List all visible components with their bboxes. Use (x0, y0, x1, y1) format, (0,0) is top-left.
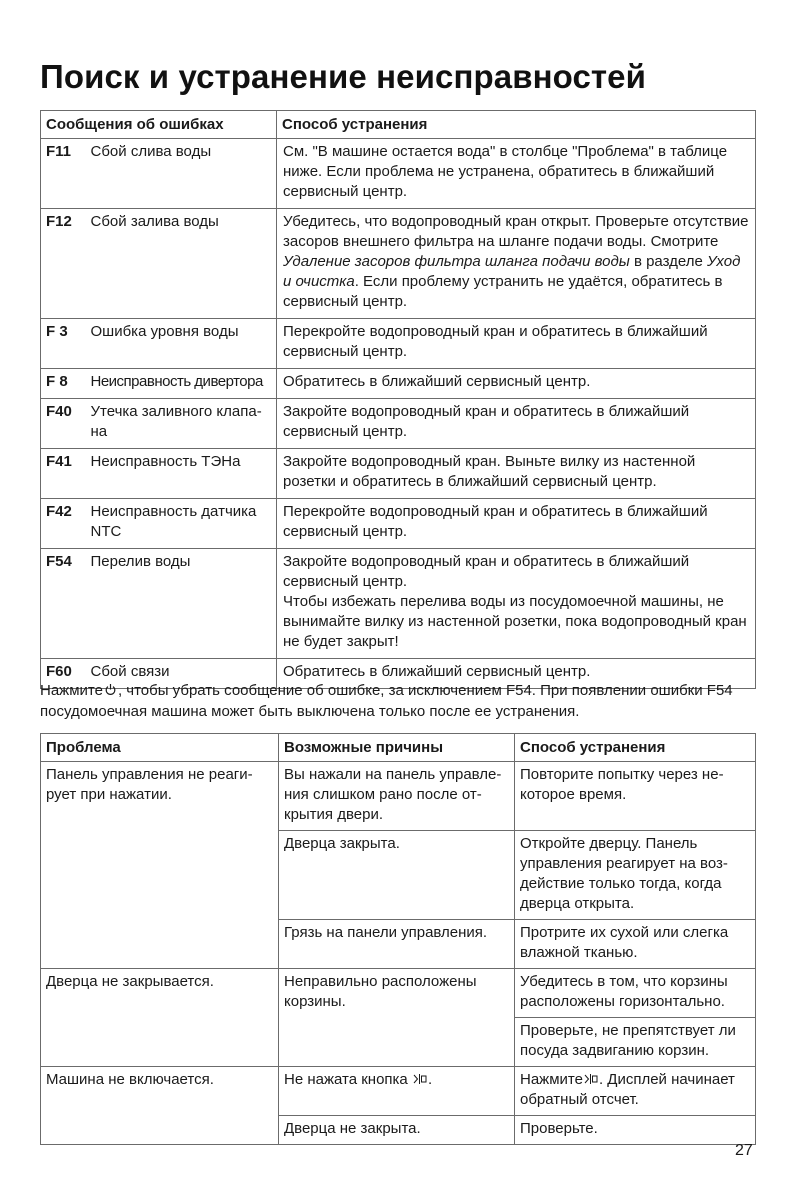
remedy-cell: Убедитесь в том, что корзины расположены горизонтально. (515, 969, 756, 1018)
error-message: Сбой связи (87, 659, 277, 689)
problem-cell (41, 1116, 279, 1145)
error-message: Перелив воды (87, 549, 277, 659)
error-code: F11 (41, 139, 87, 209)
remedy-reference: Удаление засоров фильтра шланга подачи воды (283, 253, 630, 270)
column-header-causes: Возможные причины (279, 734, 515, 762)
remedy-text: в разделе (629, 253, 708, 270)
error-remedy (277, 139, 756, 209)
error-remedy (277, 209, 756, 319)
error-code: F40 (41, 399, 87, 449)
table-header-row (41, 111, 756, 139)
error-remedy (277, 549, 756, 659)
remedy-cell: Проверьте. (515, 1116, 756, 1145)
remedy-cell (515, 1067, 756, 1116)
remedy-cell: Проверьте, не препятствует ли посуда задвиганию корзин. (515, 1018, 756, 1067)
problem-cell: Дверца не закрывается. (41, 969, 279, 1018)
remedy-text: Чтобы избежать перелива воды из посудомоечной машины, не вынимайте вилку из настенной розетки, пока водопроводный кран не будет закрыт! (283, 593, 747, 650)
cause-cell: Дверца не закрыта. (279, 1116, 515, 1145)
table-row (41, 209, 756, 319)
page-title: Поиск и устранение неисправностей (40, 58, 647, 95)
table-row (41, 369, 756, 399)
error-message: Неисправность дивертора (87, 369, 277, 399)
problem-cell (41, 920, 279, 969)
error-remedy (277, 369, 756, 399)
table-row (41, 762, 756, 831)
table-row (41, 139, 756, 209)
error-message: Ошибка уровня воды (87, 319, 277, 369)
table-row (41, 1116, 756, 1145)
cause-cell (279, 1067, 515, 1116)
remedy-text: Перекройте водопроводный кран и обратитесь в ближайший сервисный центр. (283, 503, 708, 540)
table-row (41, 399, 756, 449)
error-messages-table (40, 110, 756, 689)
problem-cell (41, 831, 279, 920)
table-row (41, 319, 756, 369)
error-message: Сбой слива воды (87, 139, 277, 209)
table-row (41, 831, 756, 920)
remedy-text: Закройте водопроводный кран и обратитесь в ближайший сервисный центр. (283, 403, 690, 440)
note-text-start: Нажмите (40, 682, 103, 699)
remedy-cell: Повторите попытку через некоторое время. (515, 762, 756, 831)
cause-text-end: . (427, 1071, 433, 1088)
remedy-text: См. "В машине остается вода" в столбце "Проблема" в таблице ниже. Если проблема не устранена, обратитесь в ближайший сервисный центр. (283, 143, 728, 200)
table-row (41, 969, 756, 1018)
column-header-remedy: Способ устранения (515, 734, 756, 762)
troubleshooting-table (40, 733, 756, 1145)
error-remedy (277, 449, 756, 499)
error-code: F 8 (41, 369, 87, 399)
cause-cell: Неправильно расположены корзины. (279, 969, 515, 1067)
cause-cell: Вы нажали на панель управления слишком рано после открытия двери. (279, 762, 515, 831)
table-row (41, 449, 756, 499)
error-code: F60 (41, 659, 87, 689)
table-row (41, 499, 756, 549)
error-remedy (277, 319, 756, 369)
cause-text: Не нажата кнопка (284, 1071, 408, 1088)
cause-cell: Дверца закрыта. (279, 831, 515, 920)
error-remedy (277, 499, 756, 549)
remedy-text: Закройте водопроводный кран и обратитесь в ближайший сервисный центр. (283, 553, 690, 590)
error-code: F42 (41, 499, 87, 549)
column-header-remedy: Способ устранения (277, 111, 756, 139)
power-icon (105, 683, 116, 696)
error-code: F41 (41, 449, 87, 499)
error-message: Неисправность ТЭНа (87, 449, 277, 499)
column-header-error-messages: Сообщения об ошибках (41, 111, 277, 139)
remedy-text: Нажмите (520, 1071, 583, 1088)
error-code: F54 (41, 549, 87, 659)
column-header-problem: Проблема (41, 734, 279, 762)
remedy-text: Закройте водопроводный кран. Выньте вилку из настенной розетки и обратитесь в ближайший сервисный центр. (283, 453, 696, 490)
remedy-text: Обратитесь в ближайший сервисный центр. (283, 663, 591, 680)
note-text-end: , чтобы убрать сообщение об ошибке, за исключением F54. При появлении ошибки F54 посудомоечная машина может быть выключена только после ее устранения. (40, 682, 733, 720)
problem-cell: Машина не включается. (41, 1067, 279, 1116)
error-message: Неисправность датчика NTC (87, 499, 277, 549)
remedy-text-end: . Дисплей начинает обратный отсчет. (520, 1071, 735, 1108)
error-reset-note (40, 680, 760, 722)
problem-cell: Панель управления не реагирует при нажатии. (41, 762, 279, 831)
page-number: 27 (735, 1142, 753, 1159)
cause-cell: Грязь на панели управления. (279, 920, 515, 969)
error-code: F12 (41, 209, 87, 319)
error-code: F 3 (41, 319, 87, 369)
remedy-text: Обратитесь в ближайший сервисный центр. (283, 373, 591, 390)
table-row (41, 920, 756, 969)
table-row (41, 549, 756, 659)
remedy-reference: Уход и очистка (283, 253, 741, 290)
table-header-row (41, 734, 756, 762)
remedy-cell: Откройте дверцу. Панель управления реагирует на воздействие только тогда, когда дверца открыта. (515, 831, 756, 920)
error-message: Утечка заливного клапана (87, 399, 277, 449)
remedy-text: . Если проблему устранить не удаётся, обратитесь в сервисный центр. (283, 273, 723, 310)
remedy-text: Перекройте водопроводный кран и обратитесь в ближайший сервисный центр. (283, 323, 708, 360)
remedy-text: Убедитесь, что водопроводный кран открыт. Проверьте отсутствие засоров внешнего фильтра на шланге подачи воды. Смотрите (283, 213, 749, 250)
problem-cell (41, 1018, 279, 1067)
table-row (41, 1067, 756, 1116)
error-message: Сбой залива воды (87, 209, 277, 319)
remedy-cell: Протрите их сухой или слегка влажной тканью. (515, 920, 756, 969)
start-pause-icon (584, 1073, 598, 1085)
error-remedy (277, 399, 756, 449)
start-pause-icon (413, 1073, 427, 1085)
